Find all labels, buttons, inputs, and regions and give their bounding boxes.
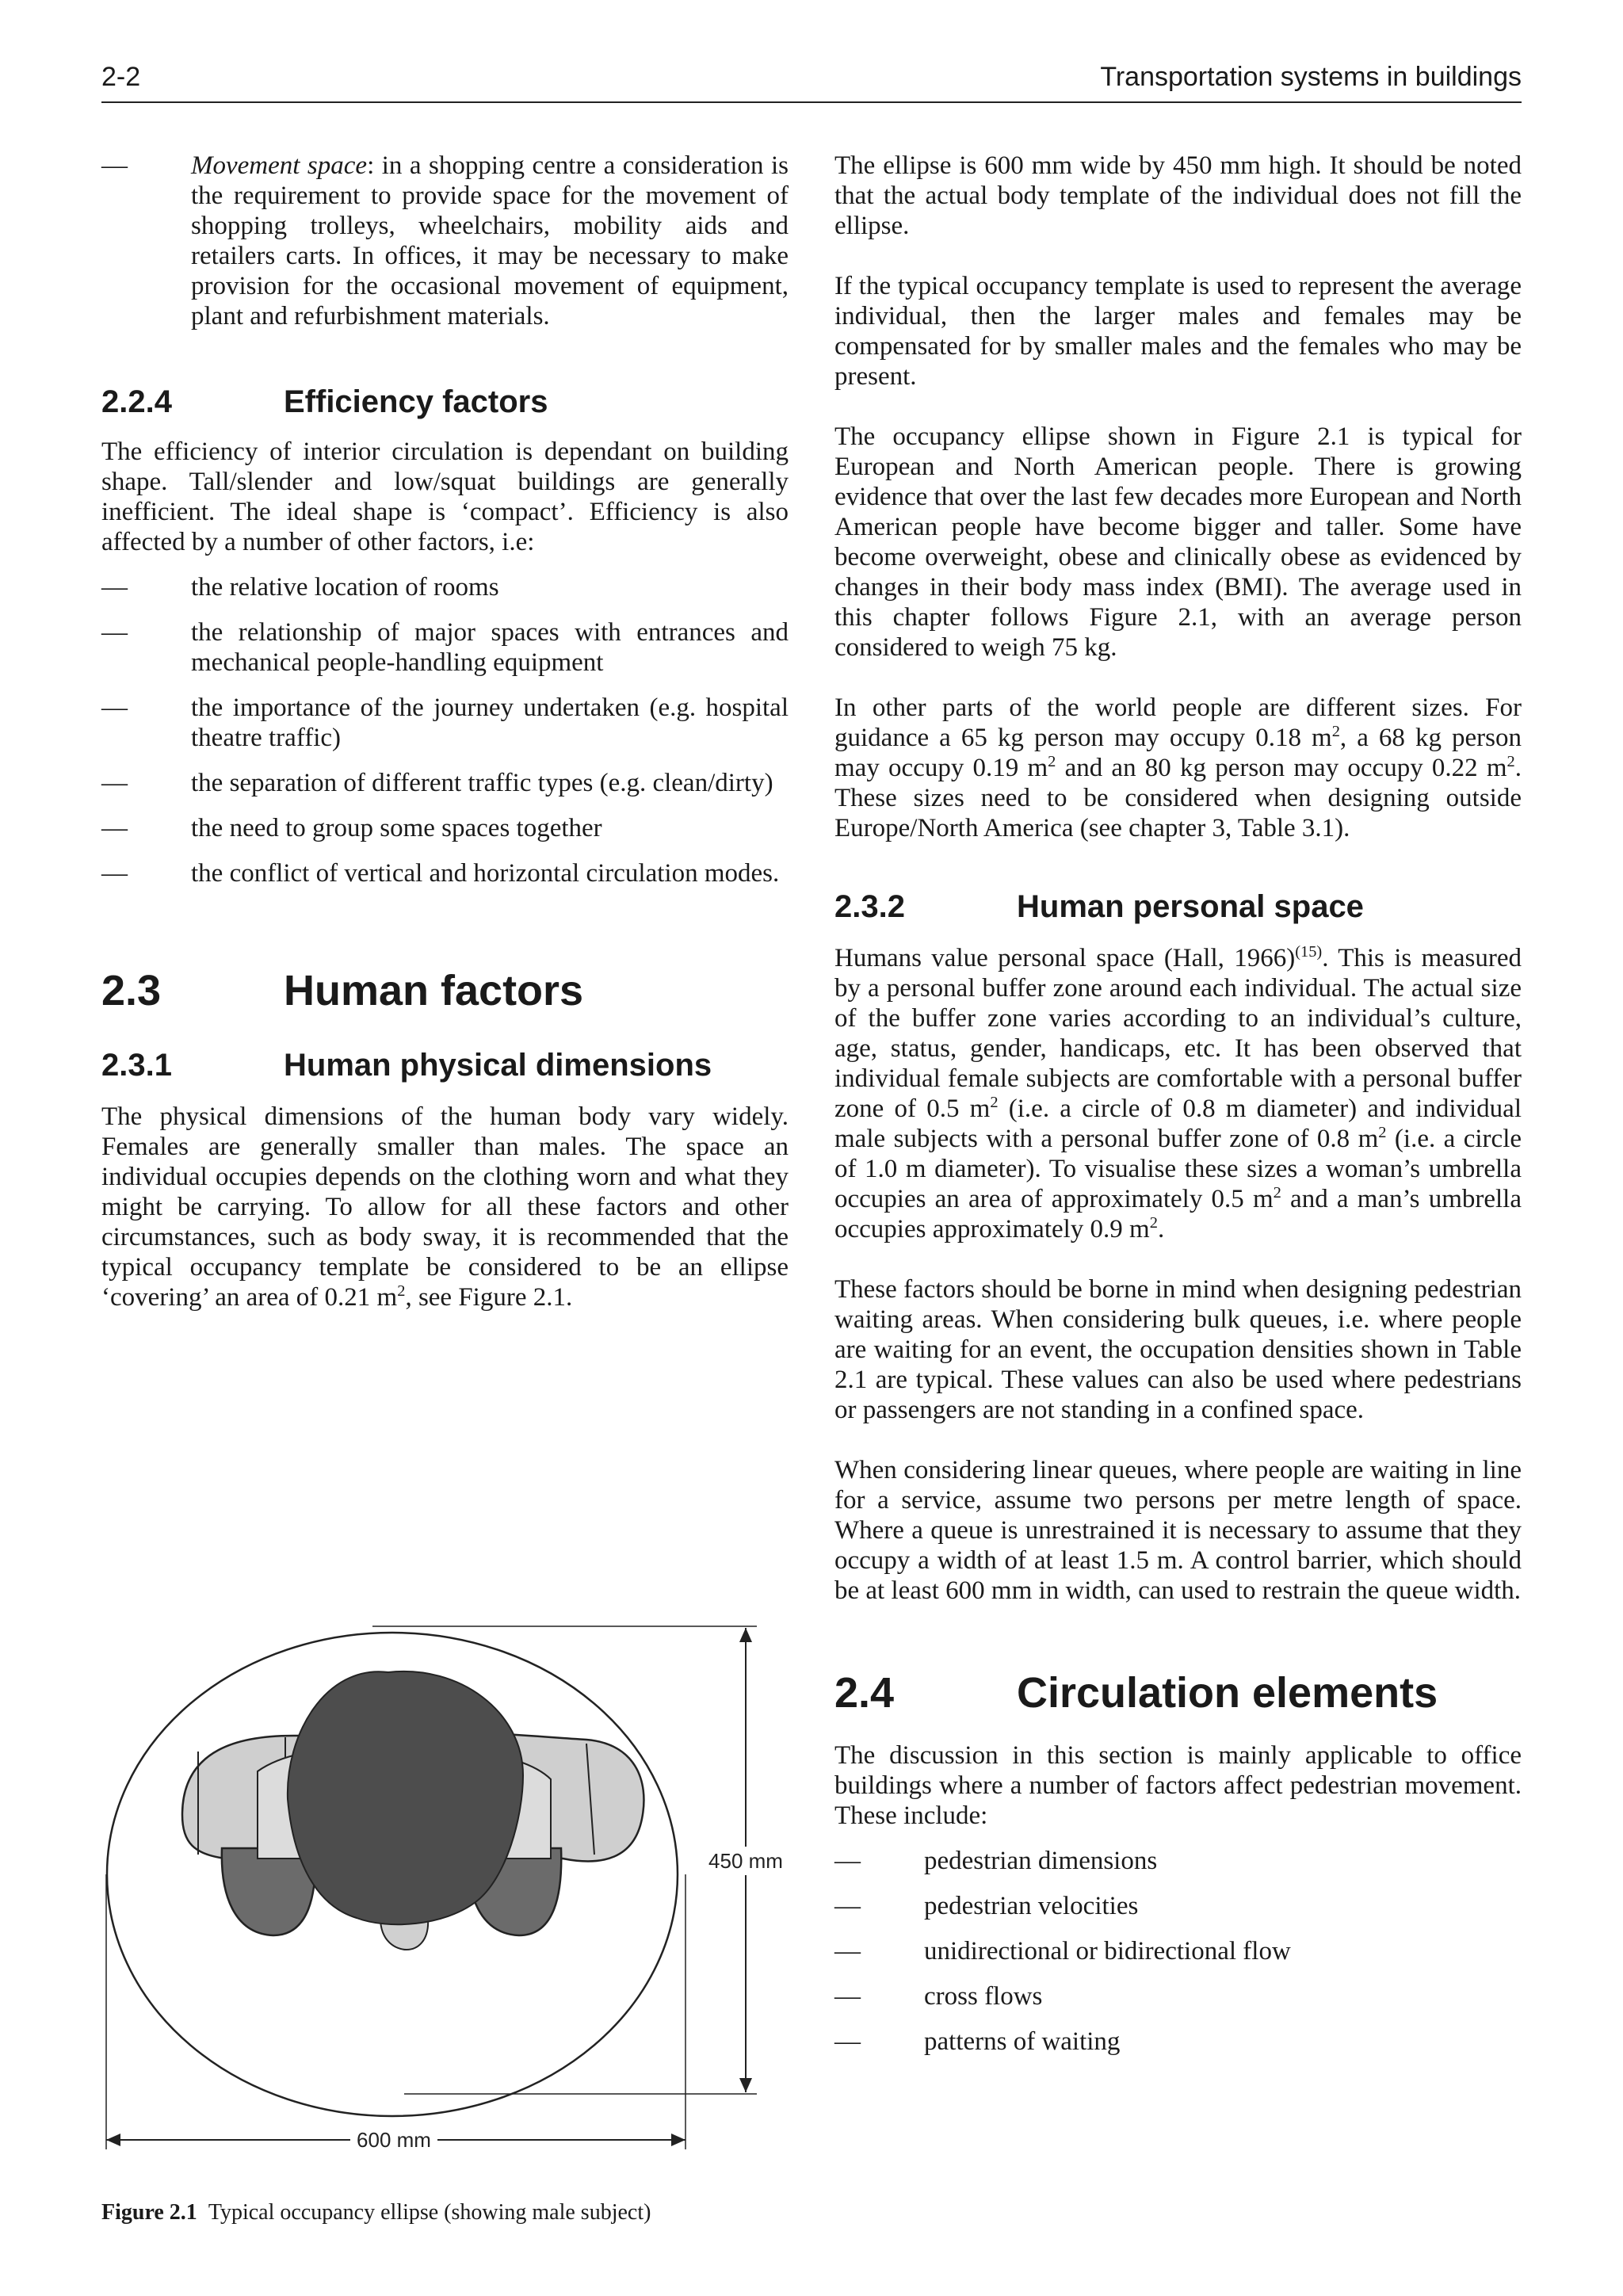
figure-caption-text: Typical occupancy ellipse (showing male subject): [208, 2200, 651, 2225]
height-arrow-top: [739, 1628, 752, 1642]
heading-2-4: [834, 1661, 1522, 1725]
movement-space-text: [191, 151, 789, 331]
heading-2-2-4: [101, 378, 789, 426]
heading-title: Human personal space: [1017, 888, 1364, 924]
dash-marker: —: [101, 769, 128, 797]
heading-number: 2.3.2: [834, 888, 905, 924]
dash-marker: —: [834, 1892, 861, 1920]
list-item: — the separation of different traffic types (e.g. clean/dirty): [101, 769, 773, 797]
list-item: — pedestrian velocities: [834, 1892, 1139, 1920]
dash-marker: —: [101, 573, 128, 602]
list-item: — pedestrian dimensions: [834, 1847, 1158, 1875]
height-arrow-bottom: [739, 2078, 752, 2092]
width-label: 600 mm: [357, 2128, 431, 2152]
list-item: — cross flows: [834, 1982, 1043, 2011]
list-item: — the relationship of major spaces with entrances and mechanical people-handling equipment: [101, 618, 789, 677]
efficiency-factors-list: [101, 572, 789, 888]
list-item: — the need to group some spaces together: [101, 814, 602, 842]
heading-2-3: [101, 959, 789, 1022]
world-sizes-paragraph: In other parts of the world people are different sizes. For guidance a 65 kg person may occupy 0.18 $m^2$, a 68 kg person may occupy 0.19 $m^2$ and an 80 kg person may occupy 0.22 $m^2$. These sizes need to be considered when designing outside Europe/North America (see chapter 3, Table 3.1).: [834, 693, 1522, 842]
page-header: [101, 55, 1522, 103]
head-hair: [288, 1671, 523, 1924]
figure-caption-label: Figure 2.1: [101, 2200, 197, 2225]
list-item: — the importance of the journey undertaken (e.g. hospital theatre traffic): [101, 693, 789, 752]
running-title: Transportation systems in buildings: [1100, 62, 1522, 92]
movement-space-item: [101, 151, 789, 331]
heading-number: 2.4: [834, 1669, 895, 1717]
list-item: — the relative location of rooms: [101, 573, 499, 602]
bulk-queues-paragraph: These factors should be borne in mind when designing pedestrian waiting areas. When considering bulk queues, i.e. where people are waiting for an event, the occupation densities shown in Table 2.1 are typical. These values can also be used where pedestrians or passengers are not standing in a confined space.: [834, 1275, 1522, 1424]
circulation-factors-list: [834, 1846, 1522, 2057]
heading-number: 2.2.4: [101, 384, 172, 419]
circulation-paragraph: The discussion in this section is mainly applicable to office buildings where a number of factors affect pedestrian movement. These include:: [834, 1741, 1522, 1830]
personal-space-paragraph: Humans value personal space (Hall, 1966)$^{(15)}$. This is measured by a personal buffer zone around each individual. The actual size of the buffer zone varies according to an individual’s culture, age, status, gender, handicaps, etc. It has been observed that individual female subjects are comfortable with a personal buffer zone of 0.5 $m^2$ (i.e. a circle of 0.8 m diameter) and individual male subjects with a personal buffer zone of 0.8 $m^2$ (i.e. a circle of 1.0 m diameter). To visualise these sizes a woman’s umbrella occupies an area of approximately 0.5 $m^2$ and a man’s umbrella occupies approximately 0.9 $m^2$.: [834, 943, 1522, 1244]
heading-title: Efficiency factors: [284, 384, 548, 419]
movement-space-desc: : in a shopping centre a consideration is the requirement to provide space for the movement of shopping trolleys, wheelchairs, mobility aids and retailers carts. In offices, it may be necessary to make provision for the occasional movement of equipment, plant and refurbishment materials.: [191, 151, 789, 330]
width-arrow-right: [671, 2134, 685, 2146]
heading-number: 2.3: [101, 967, 162, 1014]
linear-queues-paragraph: When considering linear queues, where people are waiting in line for a service, assume two persons per metre length of space. Where a queue is unrestrained it is necessary to assume that they occupy a width of at least 1.5 m. A control barrier, which should be at least 600 mm in width, can used to restrain the queue width.: [834, 1456, 1522, 1605]
list-item: — the conflict of vertical and horizontal circulation modes.: [101, 859, 780, 888]
movement-space-term: Movement space: [191, 151, 368, 180]
dash-marker: —: [101, 859, 128, 888]
heading-title: Circulation elements: [1017, 1669, 1438, 1717]
figure-caption: [101, 2200, 651, 2225]
efficiency-paragraph: The efficiency of interior circulation is dependant on building shape. Tall/slender and low/squat buildings are generally inefficient. The ideal shape is ‘compact’. Efficiency is also affected by a number of other factors, i.e:: [101, 437, 789, 556]
list-item: — unidirectional or bidirectional flow: [834, 1937, 1291, 1966]
heading-2-3-1: [101, 1041, 789, 1089]
dash-marker: —: [101, 693, 128, 722]
occupancy-ellipse-paragraph: The occupancy ellipse shown in Figure 2.1 is typical for European and North American people. There is growing evidence that over the last few decades more European and North American people have become bigger and taller. Some have become overweight, obese and clinically obese as evidenced by changes in their body mass index (BMI). The average used in this chapter follows Figure 2.1, with an average person considered to weigh 75 kg.: [834, 422, 1522, 662]
dash-marker: —: [834, 1982, 861, 2011]
right-column: [834, 151, 1522, 2072]
ellipse-size-paragraph: The ellipse is 600 mm wide by 450 mm high. It should be noted that the actual body template of the individual does not fill the ellipse.: [834, 151, 1522, 240]
dash-marker: —: [834, 1937, 861, 1966]
template-paragraph: If the typical occupancy template is used to represent the average individual, then the larger males and females may be compensated for by smaller males and the females who may be present.: [834, 272, 1522, 391]
heading-number: 2.3.1: [101, 1047, 172, 1083]
page-number: 2-2: [101, 62, 141, 92]
heading-title: Human physical dimensions: [284, 1047, 712, 1083]
width-arrow-left: [106, 2134, 120, 2146]
left-column: [101, 151, 789, 1312]
heading-2-3-2: [834, 883, 1522, 930]
list-item: — patterns of waiting: [834, 2027, 1121, 2056]
occupancy-ellipse-figure: [95, 1617, 792, 2172]
dash-marker: —: [101, 814, 128, 842]
heading-title: Human factors: [284, 967, 584, 1014]
physical-dimensions-paragraph: The physical dimensions of the human body vary widely. Females are generally smaller than males. The space an individual occupies depends on the clothing worn and what they might be carrying. To allow for all these factors and other circumstances, such as body sway, it is recommended that the typical occupancy template be considered to be an ellipse ‘covering’ an area of 0.21 $m^2$, see Figure 2.1.: [101, 1102, 789, 1312]
height-label: 450 mm: [708, 1849, 783, 1873]
dash-marker: —: [101, 151, 128, 180]
dash-marker: —: [834, 1847, 861, 1875]
dash-marker: —: [101, 618, 128, 647]
dash-marker: —: [834, 2027, 861, 2056]
